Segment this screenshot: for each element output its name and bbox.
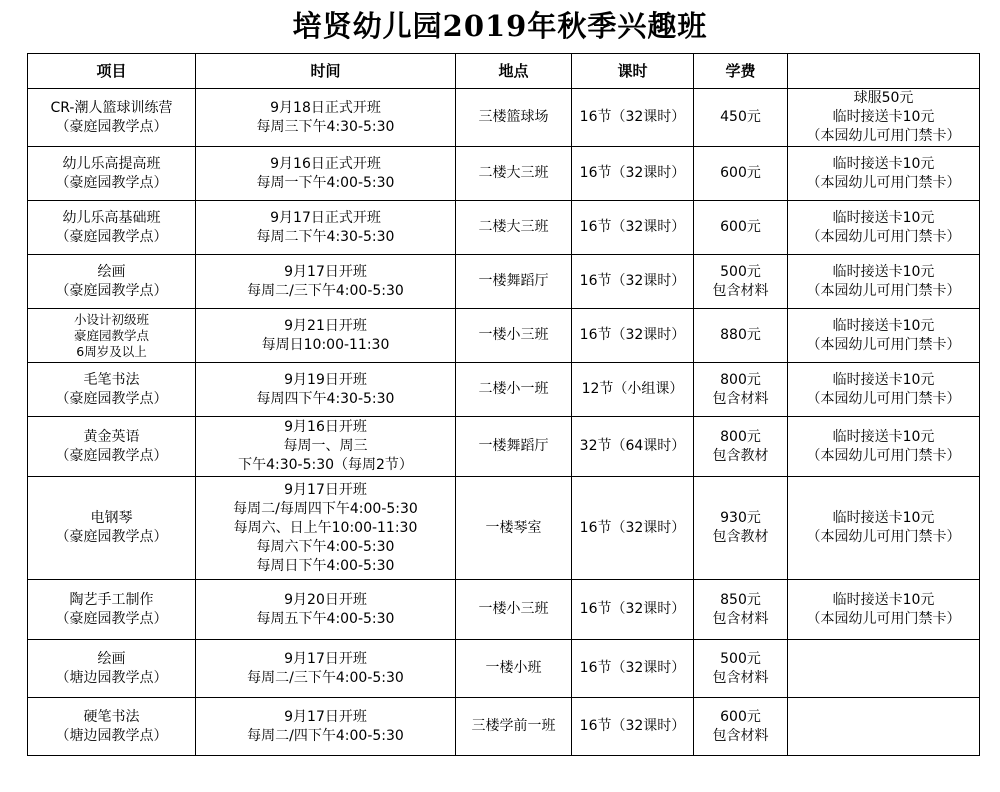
- cell-line: 包含材料: [712, 669, 769, 686]
- cell-line: 500元: [720, 263, 761, 280]
- cell-line: CR-潮人篮球训练营: [50, 99, 173, 116]
- cell-line: 9月17日开班: [284, 650, 367, 667]
- cell-time: [196, 201, 456, 255]
- cell-line: 临时接送卡10元: [832, 510, 935, 526]
- cell-fee: [694, 698, 788, 756]
- cell-line: 每周二下午4:30-5:30: [256, 228, 395, 245]
- cell-note: [788, 363, 980, 417]
- cell-note: [788, 147, 980, 201]
- cell-place: 一楼舞蹈厅: [456, 255, 572, 309]
- cell-line: 9月16日正式开班: [270, 155, 381, 172]
- cell-time: [196, 417, 456, 477]
- cell-fee: [694, 309, 788, 363]
- table-row: [28, 580, 980, 640]
- cell-line: （豪庭园教学点）: [55, 118, 168, 135]
- cell-line: 850元: [720, 591, 761, 608]
- cell-time: [196, 363, 456, 417]
- cell-line: （本园幼儿可用门禁卡）: [806, 282, 961, 299]
- cell-line: 临时接送卡10元: [832, 317, 935, 334]
- cell-line: 每周二/四下午4:00-5:30: [247, 727, 404, 744]
- cell-line: 小设计初级班: [73, 311, 149, 327]
- table-row: [28, 640, 980, 698]
- cell-line: 临时接送卡10元: [832, 155, 935, 172]
- cell-line: 球服50元: [853, 90, 914, 106]
- cell-line: 硬笔书法: [83, 708, 140, 725]
- cell-line: 每周四下午4:30-5:30: [256, 390, 395, 407]
- cell-note: [788, 201, 980, 255]
- cell-line: 600元: [720, 165, 761, 181]
- cell-line: （本园幼儿可用门禁卡）: [806, 128, 961, 144]
- cell-line: 6周岁及以上: [76, 343, 147, 359]
- cell-line: 每周六、日上午10:00-11:30: [233, 519, 418, 536]
- cell-project: [28, 89, 196, 147]
- cell-place: 二楼大三班: [456, 201, 572, 255]
- cell-line: 包含材料: [712, 282, 769, 299]
- cell-line: 9月20日开班: [284, 591, 367, 608]
- cell-hours: 16节（32课时）: [572, 309, 694, 363]
- cell-line: 每周一、周三: [283, 438, 368, 454]
- cell-line: 临时接送卡10元: [832, 428, 935, 445]
- cell-line: 每周日下午4:00-5:30: [256, 557, 395, 574]
- cell-place: 二楼小一班: [456, 363, 572, 417]
- cell-line: 包含材料: [712, 727, 769, 744]
- cell-line: 9月17日开班: [284, 481, 367, 498]
- cell-note: [788, 477, 980, 580]
- cell-time: [196, 698, 456, 756]
- cell-project: [28, 147, 196, 201]
- cell-line: （塘边园教学点）: [55, 727, 168, 744]
- cell-hours: 12节（小组课）: [572, 363, 694, 417]
- cell-place: 一楼琴室: [456, 477, 572, 580]
- cell-note: [788, 580, 980, 640]
- cell-line: （豪庭园教学点）: [55, 228, 168, 245]
- cell-place: 一楼小三班: [456, 580, 572, 640]
- cell-line: 800元: [720, 371, 761, 388]
- table-header-row: [28, 54, 980, 89]
- table-row: [28, 201, 980, 255]
- table-row: [28, 698, 980, 756]
- cell-line: 9月21日开班: [284, 317, 367, 334]
- header-note: [788, 54, 980, 89]
- cell-time: [196, 477, 456, 580]
- cell-project: [28, 580, 196, 640]
- cell-line: 450元: [720, 109, 761, 125]
- cell-line: （豪庭园教学点）: [55, 390, 168, 407]
- cell-line: 800元: [720, 428, 761, 445]
- cell-hours: 16节（32课时）: [572, 640, 694, 698]
- cell-place: 一楼小三班: [456, 309, 572, 363]
- table-row: [28, 309, 980, 363]
- cell-line: 幼儿乐高提高班: [62, 155, 161, 172]
- cell-line: 9月18日正式开班: [270, 99, 381, 116]
- cell-line: 绘画: [97, 263, 126, 280]
- cell-place: 三楼篮球场: [456, 89, 572, 147]
- cell-project: [28, 640, 196, 698]
- cell-line: （本园幼儿可用门禁卡）: [806, 174, 961, 191]
- table-row: [28, 89, 980, 147]
- cell-line: 每周二/三下午4:00-5:30: [247, 669, 404, 686]
- cell-line: 每周六下午4:00-5:30: [256, 538, 395, 555]
- cell-place: 一楼舞蹈厅: [456, 417, 572, 477]
- table-row: [28, 417, 980, 477]
- cell-line: 下午4:30-5:30（每周2节）: [238, 457, 413, 473]
- cell-time: [196, 640, 456, 698]
- cell-line: 豪庭园教学点: [73, 327, 149, 343]
- cell-line: 9月17日正式开班: [270, 209, 381, 226]
- cell-time: [196, 255, 456, 309]
- cell-hours: 16节（32课时）: [572, 477, 694, 580]
- class-schedule-table: [27, 53, 980, 756]
- table-body: [28, 89, 980, 756]
- cell-project: [28, 698, 196, 756]
- header-hours: 课时: [572, 54, 694, 89]
- cell-line: 绘画: [97, 650, 126, 667]
- cell-line: （豪庭园教学点）: [55, 529, 168, 545]
- cell-fee: [694, 147, 788, 201]
- cell-line: 9月16日开班: [284, 419, 367, 435]
- cell-project: [28, 201, 196, 255]
- header-project: 项目: [28, 54, 196, 89]
- cell-line: 600元: [720, 219, 761, 235]
- cell-note: [788, 89, 980, 147]
- cell-project: [28, 255, 196, 309]
- cell-place: 二楼大三班: [456, 147, 572, 201]
- cell-line: 幼儿乐高基础班: [62, 209, 161, 226]
- cell-line: 每周二/每周四下午4:00-5:30: [233, 500, 418, 517]
- cell-fee: [694, 417, 788, 477]
- cell-line: 电钢琴: [90, 510, 133, 526]
- cell-line: 陶艺手工制作: [69, 591, 154, 608]
- header-time: 时间: [196, 54, 456, 89]
- cell-line: （本园幼儿可用门禁卡）: [806, 336, 961, 353]
- table-row: [28, 477, 980, 580]
- cell-hours: 16节（32课时）: [572, 89, 694, 147]
- cell-line: 600元: [720, 708, 761, 725]
- cell-hours: 16节（32课时）: [572, 201, 694, 255]
- cell-line: 每周三下午4:30-5:30: [256, 118, 395, 135]
- cell-line: 每周二/三下午4:00-5:30: [247, 282, 404, 299]
- cell-fee: [694, 255, 788, 309]
- cell-project: [28, 417, 196, 477]
- cell-hours: 16节（32课时）: [572, 255, 694, 309]
- cell-line: 毛笔书法: [83, 371, 140, 388]
- table-row: [28, 363, 980, 417]
- table-row: [28, 255, 980, 309]
- cell-fee: [694, 640, 788, 698]
- cell-time: [196, 147, 456, 201]
- cell-fee: [694, 201, 788, 255]
- cell-line: （本园幼儿可用门禁卡）: [806, 447, 961, 464]
- cell-note: [788, 309, 980, 363]
- cell-line: 930元: [720, 510, 761, 526]
- cell-line: 每周五下午4:00-5:30: [256, 610, 395, 627]
- cell-line: （塘边园教学点）: [55, 669, 168, 686]
- cell-line: （本园幼儿可用门禁卡）: [806, 610, 961, 627]
- cell-hours: 16节（32课时）: [572, 147, 694, 201]
- cell-fee: [694, 363, 788, 417]
- cell-line: 500元: [720, 650, 761, 667]
- cell-line: （本园幼儿可用门禁卡）: [806, 228, 961, 245]
- cell-fee: [694, 89, 788, 147]
- cell-time: [196, 309, 456, 363]
- cell-line: 9月17日开班: [284, 708, 367, 725]
- cell-line: （豪庭园教学点）: [55, 447, 168, 464]
- cell-line: 包含教材: [712, 447, 769, 464]
- cell-line: （本园幼儿可用门禁卡）: [806, 390, 961, 407]
- cell-line: 9月19日开班: [284, 371, 367, 388]
- cell-fee: [694, 477, 788, 580]
- cell-line: 9月17日开班: [284, 263, 367, 280]
- cell-hours: 16节（32课时）: [572, 580, 694, 640]
- cell-line: 临时接送卡10元: [832, 209, 935, 226]
- header-place: 地点: [456, 54, 572, 89]
- cell-line: （豪庭园教学点）: [55, 174, 168, 191]
- cell-hours: 16节（32课时）: [572, 698, 694, 756]
- cell-note: [788, 698, 980, 756]
- cell-hours: 32节（64课时）: [572, 417, 694, 477]
- cell-line: 黄金英语: [83, 428, 140, 445]
- cell-line: （豪庭园教学点）: [55, 610, 168, 627]
- cell-line: （本园幼儿可用门禁卡）: [806, 529, 961, 545]
- cell-note: [788, 640, 980, 698]
- cell-line: 每周一下午4:00-5:30: [256, 174, 395, 191]
- cell-project: [28, 363, 196, 417]
- cell-line: 每周日10:00-11:30: [261, 336, 390, 353]
- cell-time: [196, 89, 456, 147]
- cell-place: 三楼学前一班: [456, 698, 572, 756]
- cell-line: （豪庭园教学点）: [55, 282, 168, 299]
- cell-line: 880元: [720, 327, 761, 343]
- cell-fee: [694, 580, 788, 640]
- cell-project: [28, 477, 196, 580]
- cell-note: [788, 417, 980, 477]
- cell-line: 临时接送卡10元: [832, 371, 935, 388]
- cell-line: 临时接送卡10元: [832, 263, 935, 280]
- table-row: [28, 147, 980, 201]
- page-title: 培贤幼儿园2019年秋季兴趣班: [292, 9, 708, 43]
- cell-time: [196, 580, 456, 640]
- cell-place: 一楼小班: [456, 640, 572, 698]
- cell-line: 临时接送卡10元: [832, 109, 935, 125]
- cell-project: [28, 309, 196, 363]
- header-fee: 学费: [694, 54, 788, 89]
- cell-note: [788, 255, 980, 309]
- cell-line: 临时接送卡10元: [832, 591, 935, 608]
- cell-line: 包含教材: [712, 529, 769, 545]
- cell-line: 包含材料: [712, 610, 769, 627]
- cell-line: 包含材料: [712, 390, 769, 407]
